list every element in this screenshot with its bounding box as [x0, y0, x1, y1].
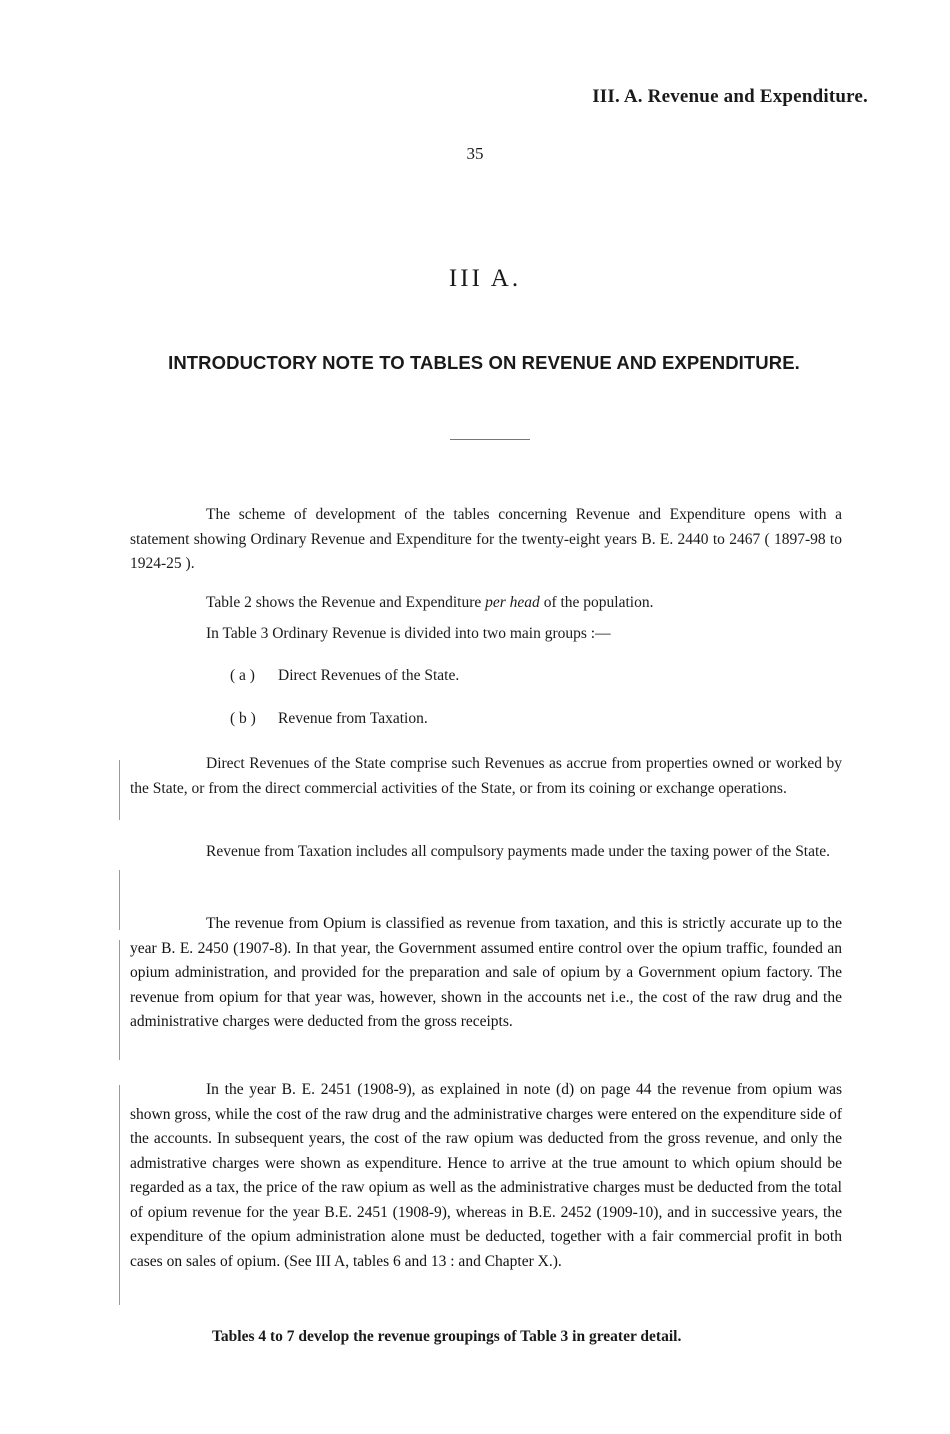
list-item-b-label: ( b )	[230, 710, 256, 727]
page-number: 35	[466, 144, 484, 163]
margin-mark	[119, 870, 120, 930]
margin-mark	[119, 940, 120, 1060]
paragraph-table-2	[206, 591, 846, 616]
paragraph-table-3: In Table 3 Ordinary Revenue is divided into two main groups :—	[206, 625, 611, 642]
list-item-a-text: Direct Revenues of the State.	[278, 667, 460, 684]
paragraph-direct-revenues: Direct Revenues of the State comprise such Revenues as accrue from properties owned or worked by the State, or from the direct commercial activities of the State, or from its coining or exchange operations.	[130, 755, 842, 797]
paragraph-scheme: The scheme of development of the tables concerning Revenue and Expenditure opens with a statement showing Ordinary Revenue and Expenditure for the twenty-eight years B. E. 2440 to 2467 ( 1897-98 to 1924-25 ).	[130, 506, 842, 572]
margin-mark	[119, 760, 120, 820]
paragraph-taxation: Revenue from Taxation includes all compulsory payments made under the taxing power of the State.	[206, 843, 831, 860]
paragraph-opium-classification: The revenue from Opium is classified as revenue from taxation, and this is strictly accurate up to the year B. E. 2450 (1907-8). In that year, the Government assumed entire control over the opium traffic, founded an opium administration, and provided for the preparation and sale of opium by a Government opium factory. The revenue from opium for that year was, however, shown in the accounts net i.e., the cost of the raw drug and the administrative charges were deducted from the gross receipts.	[130, 915, 842, 1030]
paragraph-table-2-before: Table 2 shows the Revenue and Expenditure	[206, 594, 486, 611]
paragraph-table-2-italic: per head	[485, 594, 540, 611]
list-item-b-text: Revenue from Taxation.	[278, 710, 428, 727]
document-heading: INTRODUCTORY NOTE TO TABLES ON REVENUE AND EXPENDITURE.	[168, 352, 800, 373]
margin-mark	[119, 1085, 120, 1305]
section-title: III A.	[448, 265, 522, 292]
list-item-a	[230, 664, 459, 689]
paragraph-opium-accounts: In the year B. E. 2451 (1908-9), as explained in note (d) on page 44 the revenue from opium was shown gross, while the cost of the raw drug and the administrative charges were entered on the expenditure side of the accounts. In subsequent years, the cost of the raw opium was deducted from the gross revenue, and only the admistrative charges were shown as expenditure. Hence to arrive at the true amount to which opium should be regarded as a tax, the price of the raw opium as well as the administrative charges must be deducted from the total of opium revenue for the year B.E. 2451 (1908-9), whereas in B.E. 2452 (1909-10), and in successive years, the expenditure of the opium administration alone must be deducted, together with a fair commercial profit in both cases on sales of opium. (See III A, tables 6 and 13 : and Chapter X.).	[130, 1081, 842, 1270]
divider-rule	[450, 439, 530, 440]
list-item-b	[230, 707, 428, 732]
list-item-a-label: ( a )	[230, 667, 255, 684]
paragraph-table-2-after: of the population.	[539, 594, 654, 611]
paragraph-tables-4-to-7: Tables 4 to 7 develop the revenue groupings of Table 3 in greater detail.	[212, 1328, 682, 1345]
running-head: III. A. Revenue and Expenditure.	[592, 86, 868, 107]
